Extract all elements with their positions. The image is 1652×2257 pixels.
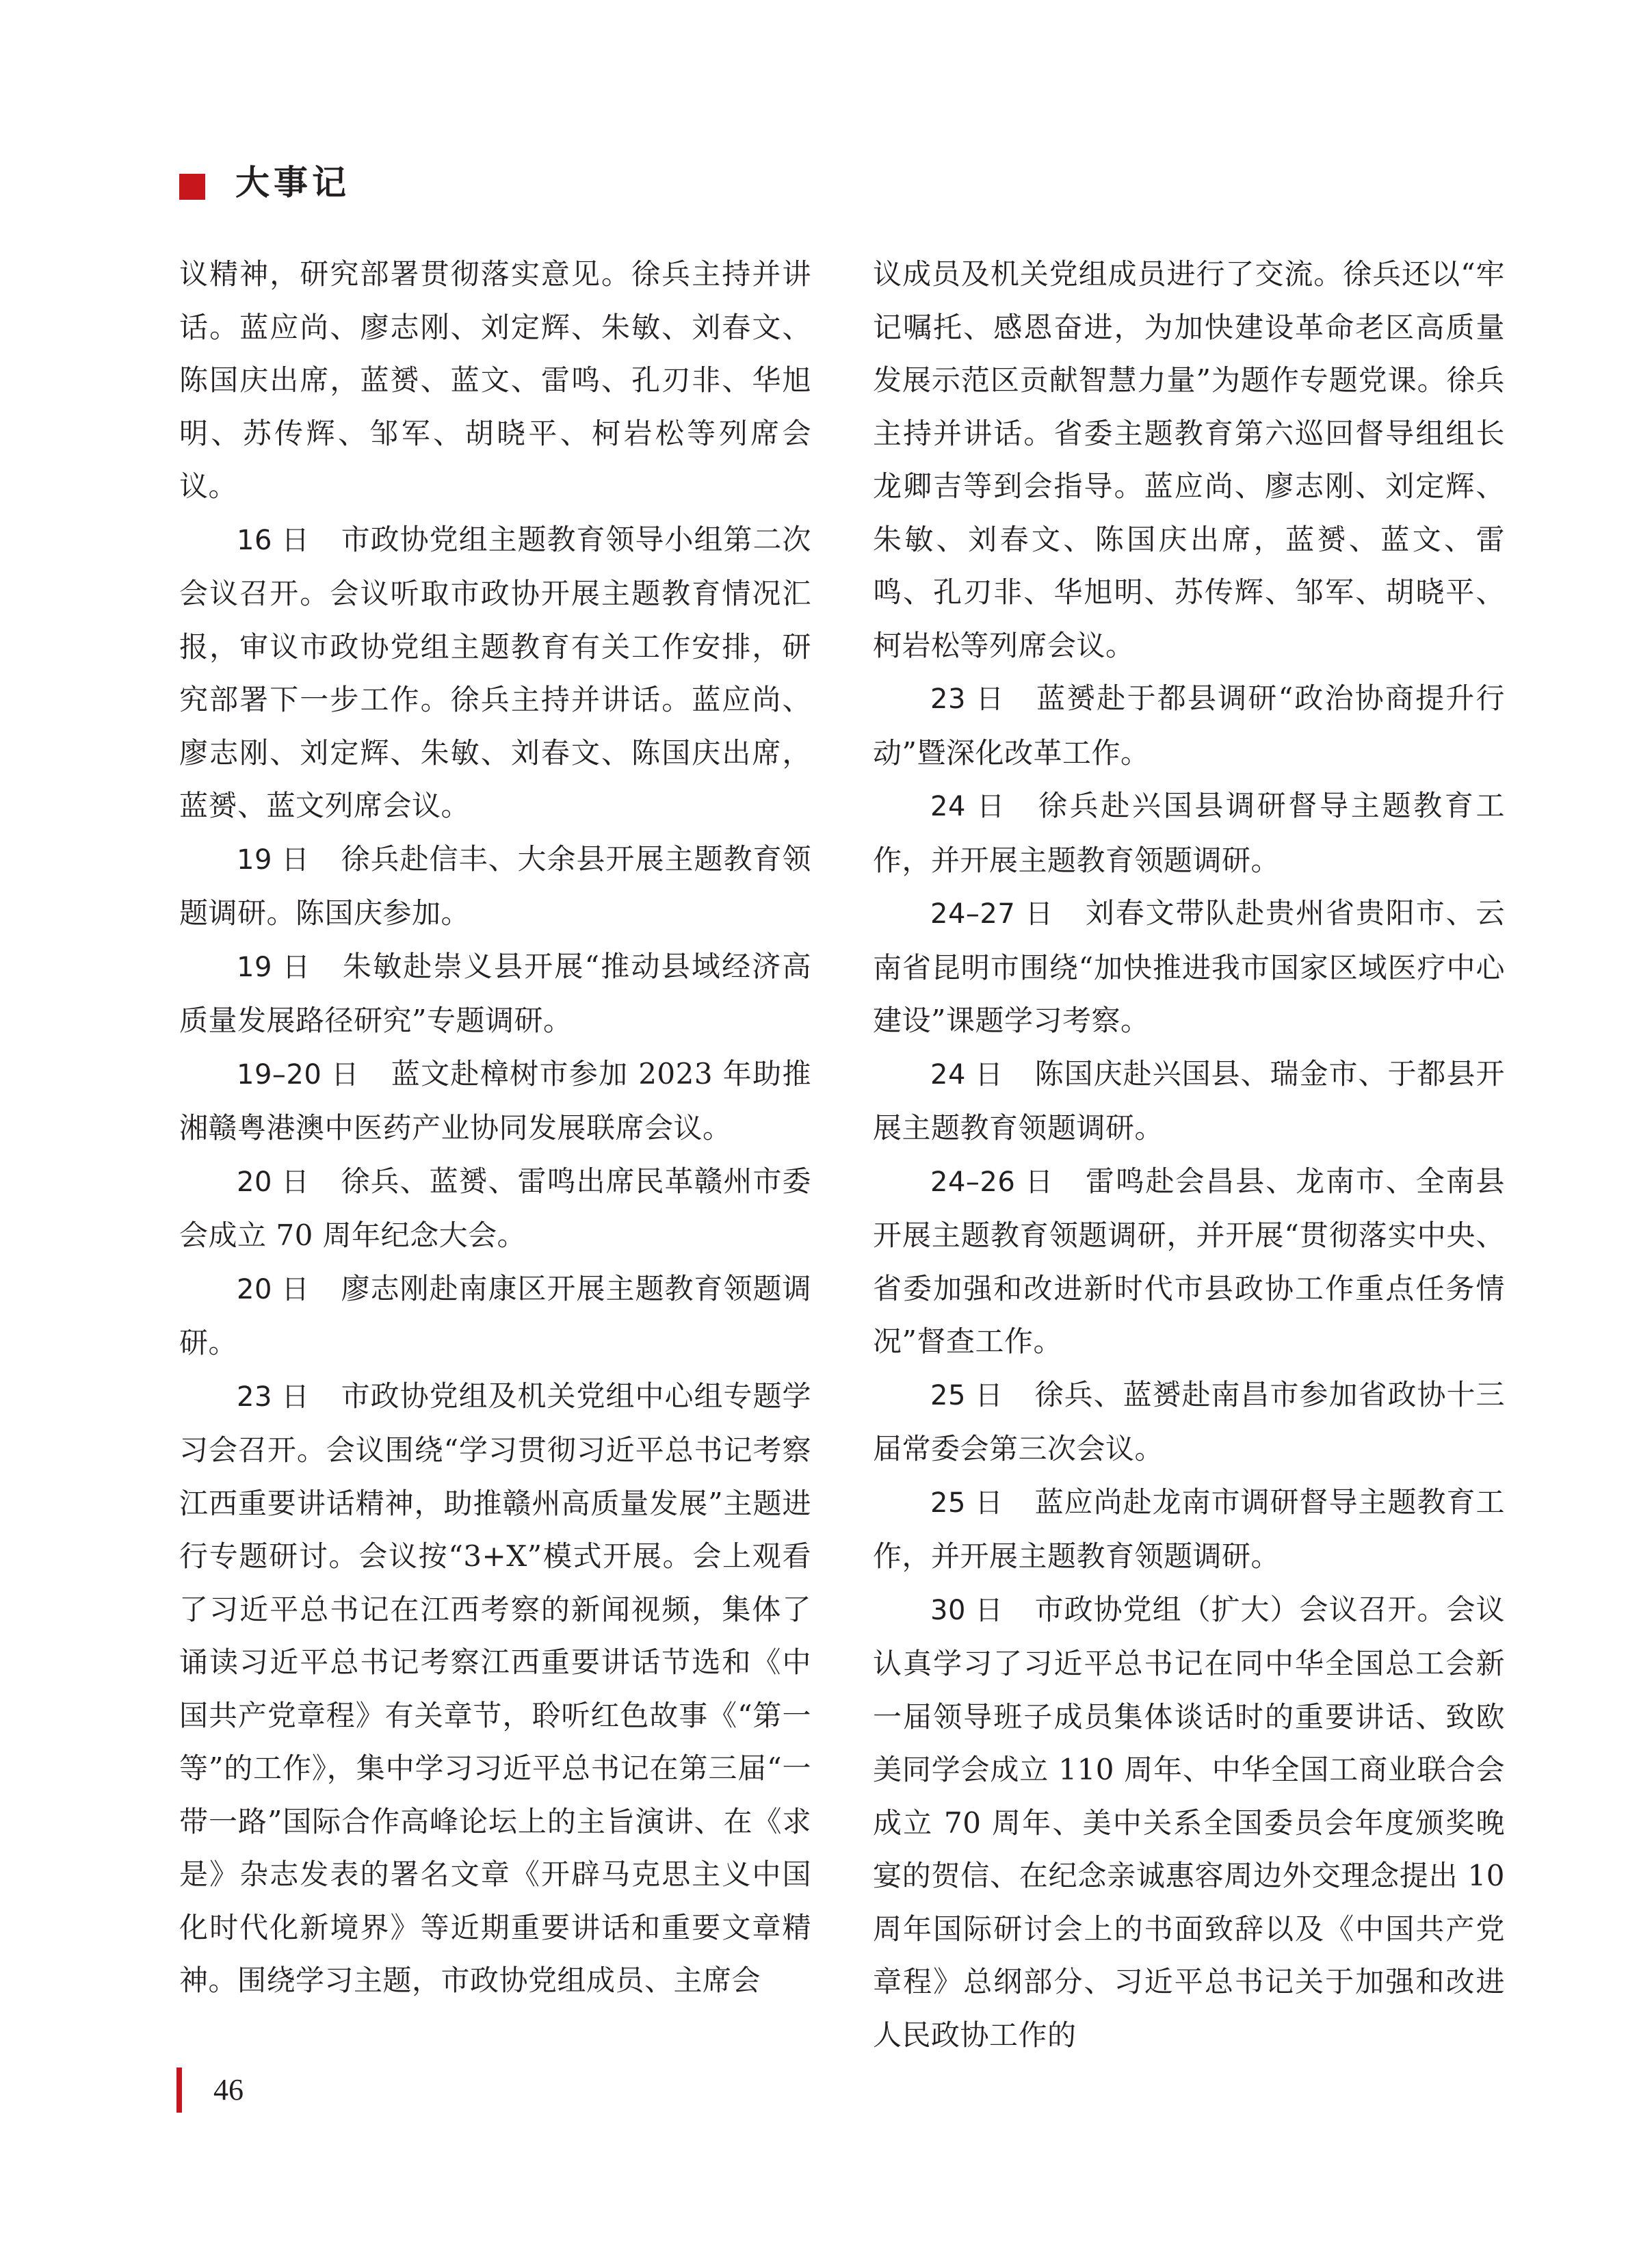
entry-date: 24–26 日 (930, 1166, 1054, 1198)
paragraph-text: 陈国庆赴兴国县、瑞金市、于都县开展主题教育领题调研。 (873, 1056, 1505, 1145)
paragraph-text: 徐兵、蓝赟赴南昌市参加省政协十三届常委会第三次会议。 (873, 1377, 1505, 1465)
paragraph-text: 议精神，研究部署贯彻落实意见。徐兵主持并讲话。蓝应尚、廖志刚、刘定辉、朱敏、刘春文、陈国庆出席，蓝赟、蓝文、雷鸣、孔刃非、华旭明、苏传辉、邹军、胡晓平、柯岩松等列席会议。 (179, 257, 811, 503)
entry-date: 25 日 (930, 1379, 1004, 1411)
red-bar-icon (176, 2067, 182, 2113)
paragraph (179, 1370, 811, 2007)
paragraph (873, 1476, 1505, 1583)
paragraph (873, 1583, 1505, 2062)
paragraph-text: 徐兵赴兴国县调研督导主题教育工作，并开展主题教育领题调研。 (873, 789, 1505, 877)
paragraph-text: 徐兵赴信丰、大余县开展主题教育领题调研。陈国庆参加。 (179, 842, 811, 930)
entry-date: 24 日 (930, 791, 1007, 822)
paragraph-text: 市政协党组主题教育领导小组第二次会议召开。会议听取市政协开展主题教育情况汇报，审议市政协党组主题教育有关工作安排，研究部署下一步工作。徐兵主持并讲话。蓝应尚、廖志刚、刘定辉、朱敏、刘春文、陈国庆出席，蓝赟、蓝文列席会议。 (179, 522, 811, 822)
entry-date: 20 日 (237, 1166, 310, 1198)
entry-date: 30 日 (930, 1594, 1004, 1626)
page-number: 46 (213, 2073, 244, 2106)
paragraph (179, 833, 811, 940)
entry-date: 20 日 (237, 1273, 310, 1305)
paragraph-text: 徐兵、蓝赟、雷鸣出席民革赣州市委会成立 70 周年纪念大会。 (179, 1164, 811, 1252)
paragraph-text: 市政协党组及机关党组中心组专题学习会召开。会议围绕“学习贯彻习近平总书记考察江西重要讲话精神，助推赣州高质量发展”主题进行专题研讨。会议按“3+X”模式开展。会上观看了习近平总书记在江西考察的新闻视频，集体了诵读习近平总书记考察江西重要讲话节选和《中国共产党章程》有关章节，聆听红色故事《“第一等”的工作》，集中学习习近平总书记在第三届“一带一路”国际合作高峰论坛上的主旨演讲、在《求是》杂志发表的署名文章《开辟马克思主义中国化时代化新境界》等近期重要讲话和重要文章精神。围绕学习主题，市政协党组成员、主席会 (179, 1379, 811, 1997)
paragraph-text: 蓝文赴樟树市参加 2023 年助推湘赣粤港澳中医药产业协同发展联席会议。 (179, 1056, 811, 1145)
paragraph (179, 1262, 811, 1370)
paragraph-text: 议成员及机关党组成员进行了交流。徐兵还以“牢记嘱托、感恩奋进，为加快建设革命老区高质量发展示范区贡献智慧力量”为题作专题党课。徐兵主持并讲话。省委主题教育第六巡回督导组组长龙卿吉等到会指导。蓝应尚、廖志刚、刘定辉、朱敏、刘春文、陈国庆出席，蓝赟、蓝文、雷鸣、孔刃非、华旭明、苏传辉、邹军、胡晓平、柯岩松等列席会议。 (873, 257, 1505, 662)
paragraph (179, 513, 811, 833)
paragraph-text: 市政协党组（扩大）会议召开。会议认真学习了习近平总书记在同中华全国总工会新一届领导班子成员集体谈话时的重要讲话、致欧美同学会成立 110 周年、中华全国工商业联合会成立 70 周年、美中关系全国委员会年度颁奖晚宴的贺信、在纪念亲诚惠容周边外交理念提出 10 周年国际研讨会上的书面致辞以及《中国共产党章程》总纲部分、习近平总书记关于加强和改进人民政协工作的 (873, 1592, 1505, 2052)
paragraph-text: 朱敏赴崇义县开展“推动县域经济高质量发展路径研究”专题调研。 (179, 949, 811, 1037)
paragraph-text: 蓝赟赴于都县调研“政治协商提升行动”暨深化改革工作。 (873, 681, 1505, 770)
paragraph-text: 廖志刚赴南康区开展主题教育领题调研。 (179, 1271, 811, 1359)
paragraph (873, 1047, 1505, 1155)
paragraph (179, 940, 811, 1047)
entry-date: 25 日 (930, 1487, 1004, 1519)
paragraph (179, 1047, 811, 1155)
paragraph-text: 雷鸣赴会昌县、龙南市、全南县开展主题教育领题调研，并开展“贯彻落实中央、省委加强和改进新时代市县政协工作重点任务情况”督查工作。 (873, 1164, 1505, 1358)
paragraph (873, 1368, 1505, 1476)
paragraph-text: 刘春文带队赴贵州省贵阳市、云南省昆明市围绕“加快推进我市国家区域医疗中心建设”课题学习考察。 (873, 896, 1505, 1037)
paragraph (873, 779, 1505, 887)
entry-date: 19–20 日 (237, 1058, 360, 1091)
entry-date: 24–27 日 (930, 898, 1054, 930)
red-square-icon (179, 174, 205, 200)
paragraph (179, 248, 811, 513)
paragraph (873, 887, 1505, 1047)
entry-date: 19 日 (237, 844, 310, 876)
entry-date: 23 日 (237, 1381, 310, 1413)
right-column (873, 248, 1505, 2061)
section-title: 大事记 (235, 163, 350, 203)
entry-date: 16 日 (237, 524, 310, 556)
left-column (179, 248, 811, 2007)
entry-date: 23 日 (930, 683, 1006, 715)
paragraph (873, 672, 1505, 779)
entry-date: 24 日 (930, 1058, 1004, 1091)
paragraph (873, 248, 1505, 672)
paragraph-text: 蓝应尚赴龙南市调研督导主题教育工作，并开展主题教育领题调研。 (873, 1485, 1505, 1573)
entry-date: 19 日 (237, 951, 312, 983)
paragraph (873, 1155, 1505, 1368)
paragraph (179, 1155, 811, 1262)
